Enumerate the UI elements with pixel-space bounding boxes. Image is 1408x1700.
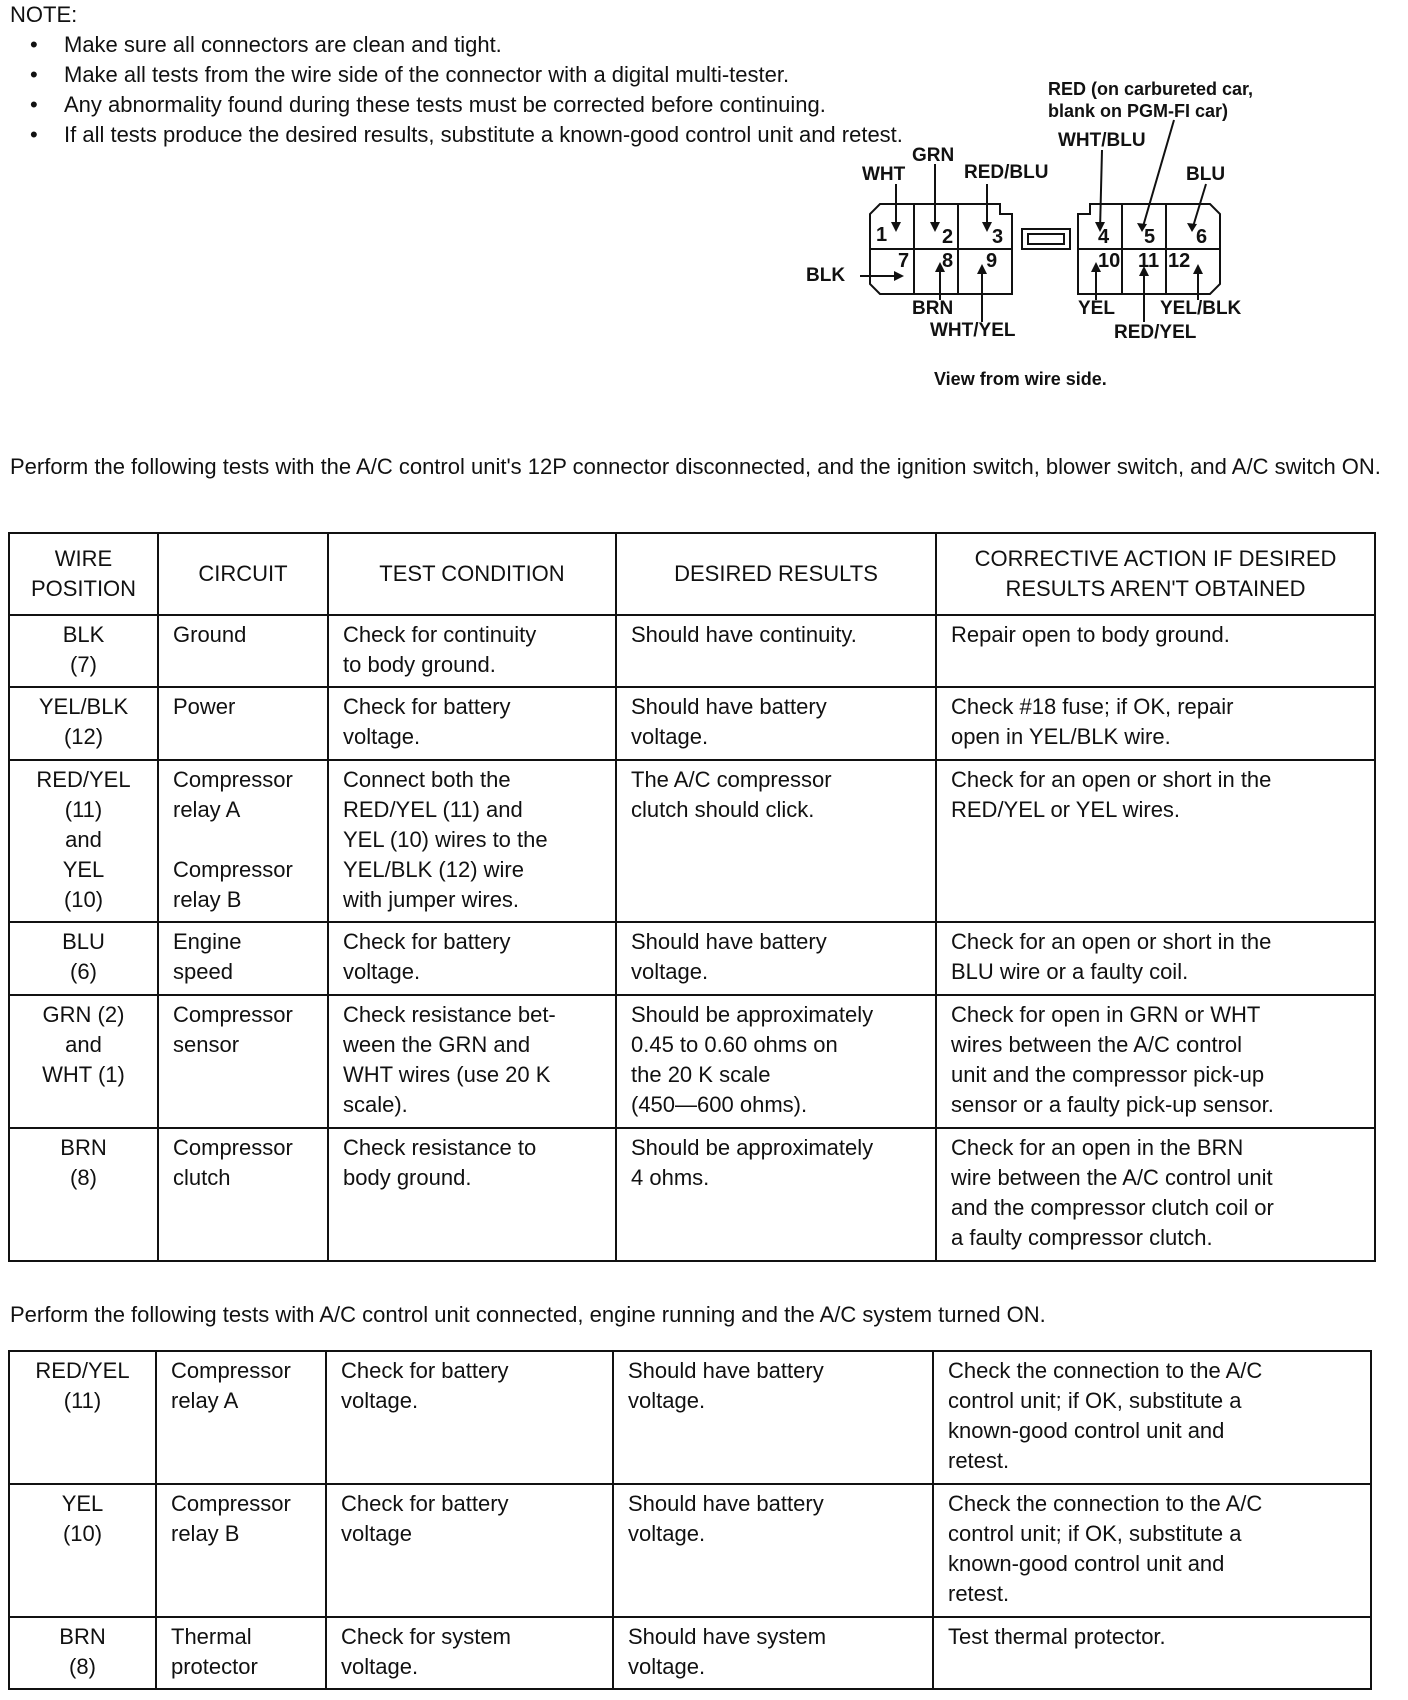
table-row bbox=[9, 1128, 1375, 1261]
intro-text-connected: Perform the following tests with A/C control unit connected, engine running and the A/C system turned ON. bbox=[10, 1302, 1046, 1327]
red-blu-label: RED/BLU bbox=[964, 162, 1049, 183]
wht-blu-label: WHT/BLU bbox=[1058, 130, 1146, 151]
bullet-icon: • bbox=[30, 92, 38, 117]
circuit-cell: Compressor relay A Compressor relay B bbox=[158, 760, 328, 922]
desired-result-cell: Should have system voltage. bbox=[613, 1617, 933, 1689]
desired-result-cell: The A/C compressor clutch should click. bbox=[616, 760, 936, 922]
desired-result-cell: Should be approximately 0.45 to 0.60 ohms on the 20 K scale (450—600 ohms). bbox=[616, 995, 936, 1128]
wire-position-cell: BRN (8) bbox=[9, 1617, 156, 1689]
corrective-action-cell: Check the connection to the A/C control unit; if OK, substitute a known-good control unit and retest. bbox=[933, 1484, 1371, 1617]
blk-label: BLK bbox=[806, 265, 846, 286]
wht-label: WHT bbox=[862, 164, 906, 185]
note-item: • Make sure all connectors are clean and tight. bbox=[10, 30, 1100, 60]
table-row bbox=[9, 687, 1375, 760]
desired-result-cell: Should have battery voltage. bbox=[613, 1351, 933, 1484]
circuit-cell: Ground bbox=[158, 615, 328, 687]
table-row bbox=[9, 1351, 1371, 1484]
wire-position-cell: GRN (2) and WHT (1) bbox=[9, 995, 158, 1128]
test-condition-cell: Connect both the RED/YEL (11) and YEL (10) wires to the YEL/BLK (12) wire with jumper wires. bbox=[328, 760, 616, 922]
circuit-cell: Power bbox=[158, 687, 328, 760]
test-condition-cell: Check for battery voltage. bbox=[328, 922, 616, 995]
corrective-action-cell: Check for an open or short in the RED/YEL or YEL wires. bbox=[936, 760, 1375, 922]
table-row bbox=[9, 1617, 1371, 1689]
test-table-connected bbox=[8, 1350, 1372, 1690]
circuit-cell: Compressor clutch bbox=[158, 1128, 328, 1261]
corrective-action-cell: Repair open to body ground. bbox=[936, 615, 1375, 687]
wire-position-cell: BRN (8) bbox=[9, 1128, 158, 1261]
circuit-cell: Compressor relay A bbox=[156, 1351, 326, 1484]
red-callout-label: RED (on carbureted car, blank on PGM-FI car) bbox=[1048, 79, 1254, 121]
pin-11: 11 bbox=[1138, 250, 1160, 272]
circuit-cell: Engine speed bbox=[158, 922, 328, 995]
header-corrective-action: CORRECTIVE ACTION IF DESIRED RESULTS AREN'T OBTAINED bbox=[936, 533, 1375, 615]
pin-4: 4 bbox=[1098, 226, 1110, 248]
intro-text-disconnected: Perform the following tests with the A/C control unit's 12P connector disconnected, and the ignition switch, blower switch, and A/C switch ON. bbox=[10, 454, 1381, 479]
corrective-action-cell: Check for open in GRN or WHT wires between the A/C control unit and the compressor pick-up sensor or a faulty pick-up sensor. bbox=[936, 995, 1375, 1128]
desired-result-cell: Should have battery voltage. bbox=[613, 1484, 933, 1617]
corrective-action-cell: Check for an open in the BRN wire between the A/C control unit and the compressor clutch coil or a faulty compressor clutch. bbox=[936, 1128, 1375, 1261]
pin-7: 7 bbox=[898, 250, 910, 272]
test-condition-cell: Check resistance to body ground. bbox=[328, 1128, 616, 1261]
header-desired-results: DESIRED RESULTS bbox=[616, 533, 936, 615]
table-row bbox=[9, 1484, 1371, 1617]
pin-2: 2 bbox=[942, 226, 954, 248]
test-condition-cell: Check for battery voltage bbox=[326, 1484, 613, 1617]
wire-position-cell: YEL (10) bbox=[9, 1484, 156, 1617]
bullet-icon: • bbox=[30, 122, 38, 147]
test-condition-cell: Check for battery voltage. bbox=[326, 1351, 613, 1484]
yel-label: YEL bbox=[1078, 298, 1115, 319]
desired-result-cell: Should have battery voltage. bbox=[616, 922, 936, 995]
note-title: NOTE: bbox=[10, 2, 78, 27]
corrective-action-cell: Check #18 fuse; if OK, repair open in YEL/BLK wire. bbox=[936, 687, 1375, 760]
pin-12: 12 bbox=[1168, 250, 1191, 272]
wire-position-cell: BLK (7) bbox=[9, 615, 158, 687]
pin-6: 6 bbox=[1196, 226, 1208, 248]
wire-position-cell: BLU (6) bbox=[9, 922, 158, 995]
note-item: • Make all tests from the wire side of the connector with a digital multi-tester. bbox=[10, 60, 1100, 90]
wire-position-cell: YEL/BLK (12) bbox=[9, 687, 158, 760]
blu-label: BLU bbox=[1186, 164, 1226, 185]
table-row bbox=[9, 995, 1375, 1128]
circuit-cell: Thermal protector bbox=[156, 1617, 326, 1689]
test-table-disconnected bbox=[8, 532, 1376, 1262]
table-header-row bbox=[9, 533, 1375, 615]
connector-diagram bbox=[806, 72, 1400, 432]
note-item: • Any abnormality found during these tests must be corrected before continuing. bbox=[10, 90, 1100, 120]
pin-9: 9 bbox=[986, 250, 998, 272]
grn-label: GRN bbox=[912, 145, 955, 166]
note-item: • If all tests produce the desired results, substitute a known-good control unit and retest. bbox=[10, 120, 1100, 150]
bullet-icon: • bbox=[30, 32, 38, 57]
bullet-icon: • bbox=[30, 62, 38, 87]
circuit-cell: Compressor relay B bbox=[156, 1484, 326, 1617]
header-circuit: CIRCUIT bbox=[158, 533, 328, 615]
desired-result-cell: Should have battery voltage. bbox=[616, 687, 936, 760]
corrective-action-cell: Check for an open or short in the BLU wire or a faulty coil. bbox=[936, 922, 1375, 995]
header-wire-position: WIRE POSITION bbox=[9, 533, 158, 615]
test-condition-cell: Check for continuity to body ground. bbox=[328, 615, 616, 687]
corrective-action-cell: Test thermal protector. bbox=[933, 1617, 1371, 1689]
pin-10: 10 bbox=[1098, 250, 1121, 272]
desired-result-cell: Should be approximately 4 ohms. bbox=[616, 1128, 936, 1261]
diagram-caption: View from wire side. bbox=[934, 369, 1107, 389]
table-row bbox=[9, 615, 1375, 687]
pin-8: 8 bbox=[942, 250, 954, 272]
desired-result-cell: Should have continuity. bbox=[616, 615, 936, 687]
pin-3: 3 bbox=[992, 226, 1004, 248]
pin-1: 1 bbox=[876, 224, 888, 246]
yel-blk-label: YEL/BLK bbox=[1160, 298, 1242, 319]
table-row bbox=[9, 760, 1375, 922]
test-condition-cell: Check resistance bet- ween the GRN and WHT wires (use 20 K scale). bbox=[328, 995, 616, 1128]
red-yel-label: RED/YEL bbox=[1114, 322, 1197, 343]
test-condition-cell: Check for battery voltage. bbox=[328, 687, 616, 760]
circuit-cell: Compressor sensor bbox=[158, 995, 328, 1128]
brn-label: BRN bbox=[912, 298, 954, 319]
wire-position-cell: RED/YEL (11) bbox=[9, 1351, 156, 1484]
pin-5: 5 bbox=[1144, 226, 1156, 248]
wire-position-cell: RED/YEL (11) and YEL (10) bbox=[9, 760, 158, 922]
wht-yel-label: WHT/YEL bbox=[930, 320, 1016, 341]
header-test-condition: TEST CONDITION bbox=[328, 533, 616, 615]
table-row bbox=[9, 922, 1375, 995]
test-condition-cell: Check for system voltage. bbox=[326, 1617, 613, 1689]
corrective-action-cell: Check the connection to the A/C control unit; if OK, substitute a known-good control unit and retest. bbox=[933, 1351, 1371, 1484]
